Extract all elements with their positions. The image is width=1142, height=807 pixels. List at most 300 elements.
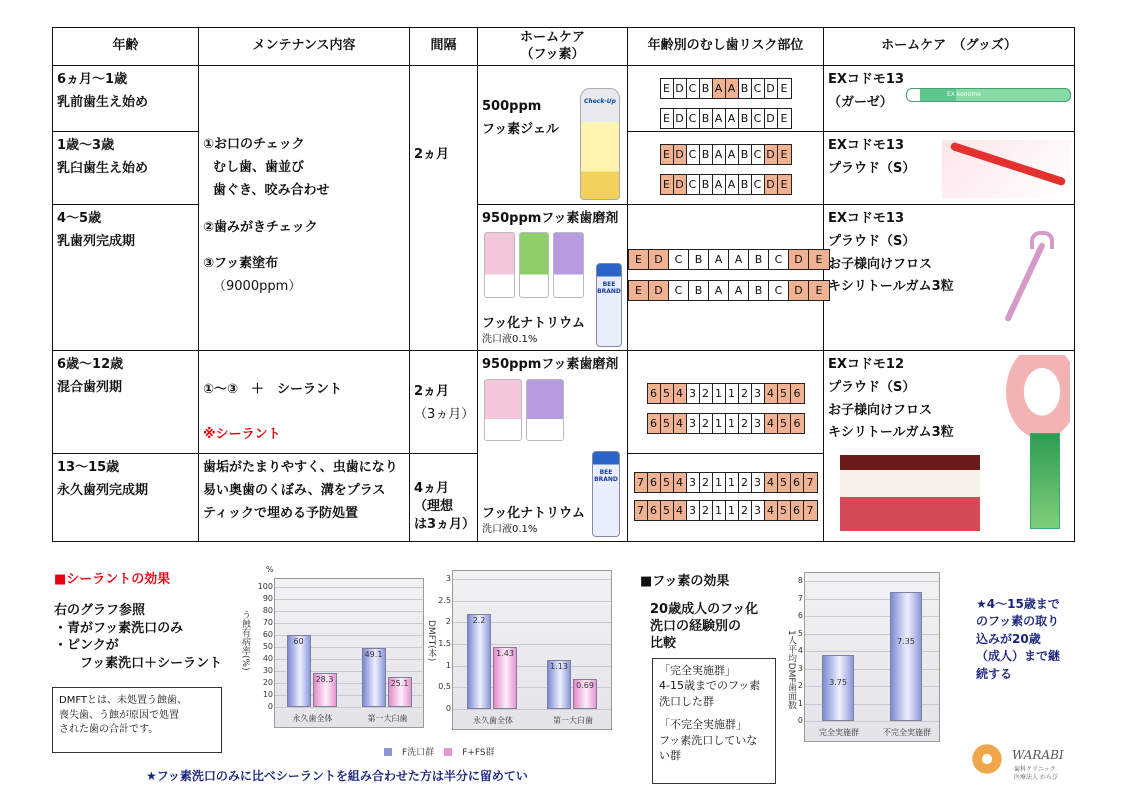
star-note-line: （成人）まで継 <box>976 649 1061 664</box>
tooth-cell: 6 <box>648 384 661 403</box>
legend-item: F+FS群 <box>462 748 495 758</box>
teeth-chart <box>660 144 792 165</box>
interval-value: は3ヵ月） <box>414 517 476 533</box>
interval-value: 2ヵ月 <box>414 384 450 399</box>
tooth-cell: 3 <box>752 501 765 520</box>
mouthwash-bottle-image <box>592 451 620 537</box>
tooth-cell: D <box>789 250 809 269</box>
gridline <box>453 709 611 710</box>
gridline <box>453 579 611 580</box>
age-stage: 乳前歯生え始め <box>57 94 149 110</box>
tooth-cell: C <box>687 79 700 98</box>
tooth-cell: 1 <box>713 473 726 492</box>
age-cell <box>53 132 199 205</box>
sealant-note: ※シーラント <box>203 426 281 442</box>
gridline <box>453 601 611 602</box>
risk-cell <box>628 132 824 205</box>
y-tick-label: 50 <box>262 642 273 651</box>
tooth-cell: D <box>649 281 669 300</box>
tooth-cell: 1 <box>726 501 739 520</box>
data-label: 25.1 <box>390 678 409 688</box>
bar <box>890 592 922 721</box>
tooth-cell: 2 <box>739 501 752 520</box>
age-cell <box>53 205 199 351</box>
maintenance-line: 易い奥歯のくぼみ、溝をプラス <box>203 482 386 498</box>
fluoride-cell-b <box>478 205 628 351</box>
fluoride-line: 洗口液0.1% <box>482 334 538 345</box>
tooth-cell: E <box>661 175 674 194</box>
tooth-cell: A <box>709 281 729 300</box>
y-tick-label: 0 <box>267 702 273 711</box>
tooth-cell: 1 <box>713 414 726 433</box>
teeth-chart <box>660 108 792 129</box>
fluoride-cell-c <box>478 351 628 542</box>
maintenance-line: 歯ぐき、咬み合わせ <box>213 182 330 198</box>
group-line: 洗口した群 <box>659 694 714 708</box>
header-age: 年齢 <box>53 28 199 66</box>
goods-line: EXコドモ13 <box>828 211 904 226</box>
risk-cell <box>628 351 824 454</box>
gridline <box>275 599 423 600</box>
age-cell <box>53 66 199 132</box>
tooth-cell: D <box>674 109 687 128</box>
dmft-note-box <box>52 687 222 753</box>
maintenance-line: （9000ppm） <box>213 279 302 294</box>
fluoride-gel-tube-image <box>580 88 620 200</box>
tooth-cell: 3 <box>687 414 700 433</box>
tooth-cell: C <box>752 145 765 164</box>
tooth-cell: D <box>674 145 687 164</box>
tooth-cell: D <box>649 250 669 269</box>
tooth-cell: C <box>752 79 765 98</box>
tooth-cell: C <box>669 281 689 300</box>
floss-pick-image <box>1000 231 1056 331</box>
age-range: 6歳～12歳 <box>57 357 124 372</box>
teeth-chart <box>660 78 792 99</box>
header-risk-sites: 年齢別のむし歯リスク部位 <box>628 28 824 66</box>
table-row <box>53 351 1075 454</box>
gridline <box>805 581 939 582</box>
mouthwash-bottle-image <box>596 263 622 347</box>
ex-kodomo-label: EX kodomo <box>947 91 981 98</box>
tooth-cell: D <box>789 281 809 300</box>
tooth-cell: E <box>809 250 829 269</box>
tooth-cell: 3 <box>687 384 700 403</box>
x-tick-label: 永久歯全体 <box>292 714 333 723</box>
maintenance-cell-b <box>199 351 410 454</box>
y-tick-label: 0.5 <box>438 682 451 692</box>
x-tick-label: 第一大臼歯 <box>367 714 408 723</box>
fluoride-line: 洗口液0.1% <box>482 524 538 535</box>
interval-cell-a <box>410 66 478 351</box>
tooth-cell: 6 <box>648 501 661 520</box>
risk-cell <box>628 66 824 132</box>
data-label: 1.43 <box>496 649 514 659</box>
tooth-cell: D <box>674 175 687 194</box>
tooth-cell: A <box>709 250 729 269</box>
group-line: 「完全実施群」 <box>659 664 736 677</box>
tooth-cell: B <box>739 109 752 128</box>
sealant-effect-title: ■シーラントの効果 <box>54 572 171 587</box>
interval-cell-b <box>410 351 478 454</box>
y-tick-label: 90 <box>262 594 273 603</box>
group-line: 4-15歳までのフッ素 <box>659 679 761 693</box>
tooth-cell: E <box>629 281 649 300</box>
tooth-cell: D <box>765 109 778 128</box>
y-tick-label: 6 <box>797 611 803 620</box>
tooth-cell: B <box>739 175 752 194</box>
tooth-cell: A <box>726 109 739 128</box>
tooth-cell: E <box>778 109 791 128</box>
tooth-cell: 7 <box>635 501 648 520</box>
fluoride-line: フッ化ナトリウム <box>482 506 585 521</box>
tooth-cell: 4 <box>765 473 778 492</box>
bee-brand-label: BEE BRAND <box>594 469 618 483</box>
tooth-cell: A <box>713 145 726 164</box>
tooth-cell: E <box>778 79 791 98</box>
interval-cell-c <box>410 454 478 542</box>
x-tick-label: 不完全実施群 <box>883 728 931 737</box>
tooth-cell: A <box>726 175 739 194</box>
age-stage: 混合歯列期 <box>57 379 123 395</box>
toothpaste-tubes-image <box>484 379 564 441</box>
data-label: 60 <box>293 637 304 646</box>
tooth-cell: B <box>689 281 709 300</box>
tooth-cell: 6 <box>791 501 804 520</box>
tooth-cell: D <box>674 79 687 98</box>
logo-sub: 医療法人 わらび <box>1014 774 1058 781</box>
star-note <box>976 596 1060 683</box>
y-tick-label: 100 <box>257 582 273 591</box>
goods-line: キシリトールガム3粒 <box>828 279 954 295</box>
age-stage: 乳歯列完成期 <box>57 233 136 249</box>
teeth-chart <box>647 413 805 434</box>
maintenance-line: ①～③ ＋ シーラント <box>203 382 343 397</box>
star-note-line: のフッ素の取り <box>976 614 1060 629</box>
y-tick-label: 2.5 <box>438 595 451 605</box>
header-maintenance: メンテナンス内容 <box>199 28 410 66</box>
sealant-line: ・ピンクが <box>54 638 119 654</box>
chart-legend <box>384 745 495 758</box>
tooth-cell: 1 <box>726 384 739 403</box>
tooth-cell: E <box>661 109 674 128</box>
proud-toothbrush-image <box>942 140 1070 198</box>
tooth-cell: B <box>700 175 713 194</box>
subtitle-line: 洗口の経験別の <box>650 618 742 634</box>
tooth-cell: 4 <box>674 414 687 433</box>
y-tick-label: 70 <box>262 618 273 627</box>
tooth-cell: 3 <box>687 501 700 520</box>
chart1-ylabel: う蝕有病率(%) <box>240 610 250 671</box>
tooth-cell: E <box>778 175 791 194</box>
gridline <box>275 623 423 624</box>
toothpaste-tubes-image <box>484 232 584 298</box>
y-tick-label: 3 <box>797 663 803 673</box>
teeth-chart <box>628 249 830 270</box>
tooth-cell: 6 <box>648 414 661 433</box>
y-tick-label: 80 <box>262 606 273 615</box>
tooth-cell: 6 <box>791 473 804 492</box>
y-tick-label: 8 <box>797 576 803 585</box>
data-label: 28.3 <box>315 675 334 685</box>
gridline <box>275 587 423 588</box>
checkup-logo-text: Check-Up <box>584 98 616 105</box>
group-line: フッ素洗口していな <box>659 733 758 747</box>
maintenance-table <box>52 27 1075 542</box>
tooth-cell: 2 <box>739 414 752 433</box>
bee-brand-label: BEE BRAND <box>597 281 621 295</box>
interval-value: 4ヵ月 <box>414 481 450 496</box>
tooth-cell: 2 <box>700 414 713 433</box>
tooth-cell: 3 <box>752 473 765 492</box>
tooth-cell: 2 <box>700 501 713 520</box>
group-line: い群 <box>659 748 681 762</box>
tooth-cell: 3 <box>752 414 765 433</box>
sealant-line: ・青がフッ素洗口のみ <box>54 620 184 636</box>
tooth-cell: 6 <box>648 473 661 492</box>
fluoride-line: 500ppm <box>482 99 542 114</box>
teeth-chart <box>647 383 805 404</box>
y-tick-label: 0 <box>797 716 803 725</box>
tooth-cell: E <box>629 250 649 269</box>
kids-toothbrush-package-image <box>1030 433 1060 529</box>
tooth-cell: 4 <box>674 384 687 403</box>
star-note-line: 続する <box>976 666 1013 681</box>
header-interval: 間隔 <box>410 28 478 66</box>
y-tick-label: 2 <box>797 681 803 690</box>
flower-logo-icon <box>970 742 1004 776</box>
data-label: 7.35 <box>897 637 915 647</box>
y-tick-label: 10 <box>262 690 273 699</box>
tooth-cell: A <box>713 109 726 128</box>
tooth-cell: C <box>669 250 689 269</box>
tooth-cell: 5 <box>778 501 791 520</box>
tooth-cell: C <box>687 175 700 194</box>
tooth-cell: 1 <box>713 384 726 403</box>
data-label: 1.13 <box>550 662 568 672</box>
goods-line: （ガーゼ） <box>828 94 893 110</box>
tooth-cell: 5 <box>661 473 674 492</box>
tooth-cell: 6 <box>791 384 804 403</box>
tooth-cell: 4 <box>765 384 778 403</box>
fluoride-line: 950ppmフッ素歯磨剤 <box>482 211 619 226</box>
legend-swatch-blue <box>384 748 392 756</box>
y-tick-label: 1 <box>797 698 803 708</box>
tooth-cell: A <box>729 281 749 300</box>
risk-cell <box>628 454 824 542</box>
tooth-cell: 5 <box>661 384 674 403</box>
maintenance-line: ②歯みがきチェック <box>203 219 318 235</box>
tooth-cell: C <box>752 175 765 194</box>
gridline <box>275 611 423 612</box>
y-tick-label: 60 <box>262 630 273 639</box>
dmft-chart <box>438 570 612 730</box>
note-line: された歯の合計です。 <box>59 724 159 735</box>
teeth-chart <box>634 472 818 493</box>
fluoride-cell-a <box>478 66 628 205</box>
tooth-cell: 7 <box>804 473 817 492</box>
age-range: 1歳～3歳 <box>57 138 115 153</box>
age-cell <box>53 454 199 542</box>
tooth-cell: B <box>739 79 752 98</box>
sealant-line: 右のグラフ参照 <box>54 603 146 618</box>
fluoride-line: 950ppmフッ素歯磨剤 <box>482 357 619 372</box>
maintenance-line: ティックで埋める予防処置 <box>203 505 358 521</box>
bar <box>467 614 491 709</box>
tooth-cell: 7 <box>635 473 648 492</box>
gum-floss-photo <box>840 455 980 531</box>
gridline <box>275 707 423 708</box>
tooth-cell: 1 <box>713 501 726 520</box>
age-stage: 永久歯列完成期 <box>57 482 149 498</box>
tooth-cell: E <box>778 145 791 164</box>
logo-name: WARABI <box>1012 748 1064 762</box>
goods-line: EXコドモ13 <box>828 138 904 153</box>
tooth-cell: 4 <box>674 501 687 520</box>
tooth-cell: B <box>739 145 752 164</box>
chart3-ylabel: 1人平均DMF歯面数 <box>786 630 796 710</box>
tooth-cell: C <box>769 281 789 300</box>
legend-swatch-pink <box>444 748 452 756</box>
header-homecare-goods: ホームケア （グッズ） <box>824 28 1075 66</box>
note-line: DMFTとは、未処置う蝕歯、 <box>59 695 188 706</box>
tooth-cell: A <box>713 175 726 194</box>
tooth-cell: C <box>752 109 765 128</box>
goods-line: EXコドモ12 <box>828 357 904 372</box>
fluoride-effect-subtitle <box>650 602 758 653</box>
data-label: 3.75 <box>829 678 847 688</box>
age-range: 6ヵ月～1歳 <box>57 72 128 87</box>
age-stage: 乳臼歯生え始め <box>57 160 149 176</box>
tooth-cell: C <box>687 109 700 128</box>
dmf-surface-chart <box>797 572 940 742</box>
goods-line: キシリトールガム3粒 <box>828 425 954 441</box>
tooth-cell: 5 <box>661 501 674 520</box>
data-label: 2.2 <box>472 615 486 625</box>
tooth-cell: 2 <box>739 384 752 403</box>
star-note-line: ★4～15歳まで <box>976 597 1060 611</box>
tooth-cell: B <box>700 79 713 98</box>
tooth-cell: 4 <box>765 501 778 520</box>
goods-cell <box>824 132 1075 205</box>
goods-line: お子様向けフロス <box>828 256 933 272</box>
interval-value: （3ヵ月） <box>414 406 475 422</box>
y-tick-label: 1.5 <box>438 639 451 648</box>
chart1-yunit: % <box>266 565 274 574</box>
tooth-cell: D <box>765 79 778 98</box>
sealant-line: フッ素洗口＋シーラント <box>54 655 223 671</box>
gridline <box>805 721 939 722</box>
age-range: 4～5歳 <box>57 211 102 226</box>
interval-value: 2ヵ月 <box>414 147 450 162</box>
y-tick-label: 30 <box>262 666 273 675</box>
data-label: 49.1 <box>364 650 383 660</box>
goods-cell <box>824 351 1075 542</box>
star-note-line: 込みが20歳 <box>976 631 1041 646</box>
legend-item: F洗口群 <box>402 748 435 758</box>
toothbrush-image <box>906 88 1071 102</box>
tooth-cell: 6 <box>791 414 804 433</box>
x-tick-label: 第一大臼歯 <box>553 716 593 725</box>
tooth-cell: D <box>765 145 778 164</box>
tooth-cell: B <box>749 250 769 269</box>
age-range: 13～15歳 <box>57 460 120 475</box>
tooth-cell: A <box>729 250 749 269</box>
tooth-cell: 1 <box>726 473 739 492</box>
tooth-cell: 2 <box>739 473 752 492</box>
tooth-cell: 3 <box>752 384 765 403</box>
goods-cell <box>824 66 1075 132</box>
maintenance-cell-c <box>199 454 410 542</box>
interval-value: （理想 <box>414 499 454 515</box>
y-tick-label: 0 <box>445 704 451 713</box>
y-tick-label: 3 <box>445 574 451 583</box>
y-tick-label: 1 <box>445 660 451 670</box>
y-tick-label: 40 <box>262 654 273 663</box>
table-row <box>53 66 1075 132</box>
maintenance-line: ③フッ素塗布 <box>203 256 279 272</box>
tooth-cell: 7 <box>804 501 817 520</box>
maintenance-line: むし歯、歯並び <box>213 160 305 175</box>
sealant-description <box>54 602 222 672</box>
goods-line: プラウド（S） <box>828 160 916 176</box>
tooth-cell: E <box>661 79 674 98</box>
x-tick-label: 完全実施群 <box>819 728 859 737</box>
teeth-chart <box>628 280 830 301</box>
subtitle-line: 比較 <box>650 635 677 651</box>
group-definition-box <box>652 658 776 784</box>
tooth-cell: 4 <box>674 473 687 492</box>
clinic-logo <box>966 740 1086 790</box>
tooth-cell: 5 <box>661 414 674 433</box>
tooth-cell: B <box>700 145 713 164</box>
risk-cell <box>628 205 824 351</box>
tooth-cell: 3 <box>687 473 700 492</box>
maintenance-line: ①お口のチェック <box>203 137 305 153</box>
tooth-cell: E <box>809 281 829 300</box>
caries-rate-chart <box>257 578 424 728</box>
age-cell <box>53 351 199 454</box>
fluoride-line: フッ化ナトリウム <box>482 316 585 331</box>
tooth-cell: 5 <box>778 384 791 403</box>
group-line: 「不完全実施群」 <box>659 718 747 732</box>
y-tick-label: 5 <box>797 628 803 638</box>
sealant-footer: ★フッ素洗口のみに比べシーラントを組み合わせた方は半分に留めてい <box>146 769 528 783</box>
bar <box>822 655 854 721</box>
table-header-row <box>53 28 1075 66</box>
tooth-cell: E <box>661 145 674 164</box>
tooth-cell: A <box>713 79 726 98</box>
goods-line: プラウド（S） <box>828 379 916 395</box>
tooth-cell: 4 <box>765 414 778 433</box>
header-homecare-fluoride: ホームケア （フッ素） <box>478 28 628 66</box>
tooth-cell: 2 <box>700 473 713 492</box>
tooth-cell: B <box>700 109 713 128</box>
maintenance-cell-a <box>199 66 410 351</box>
x-tick-label: 永久歯全体 <box>473 716 513 725</box>
data-label: 0.69 <box>576 681 594 691</box>
fluoride-line: フッ素ジェル <box>482 121 559 137</box>
y-tick-label: 20 <box>262 678 273 687</box>
tooth-cell: B <box>749 281 769 300</box>
tooth-cell: 5 <box>778 473 791 492</box>
y-tick-label: 7 <box>797 593 803 603</box>
goods-line: EXコドモ13 <box>828 72 904 87</box>
tooth-cell: 5 <box>778 414 791 433</box>
tooth-cell: A <box>726 145 739 164</box>
fluoride-effect-title: ■フッ素の効果 <box>640 574 730 589</box>
maintenance-line: 歯垢がたまりやすく、虫歯になり <box>203 460 398 475</box>
